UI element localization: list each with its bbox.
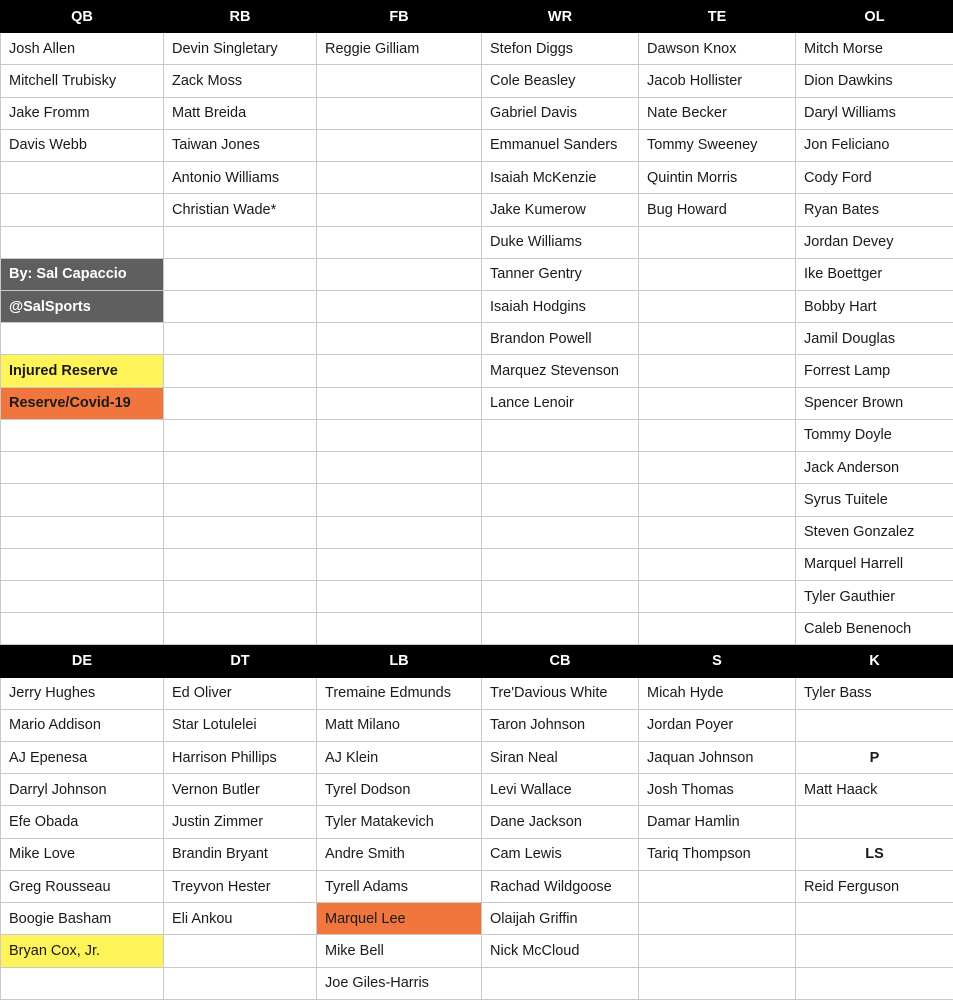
roster-cell-col-5[interactable]: [639, 516, 796, 548]
table-row: [1, 484, 953, 516]
roster-cell-col-1[interactable]: Efe Obada: [1, 806, 164, 838]
table-row: [1, 838, 953, 870]
roster-cell-col-1[interactable]: AJ Epenesa: [1, 742, 164, 774]
offense-position-header: OL: [796, 1, 953, 33]
roster-cell-col-2[interactable]: [164, 258, 317, 290]
roster-cell-col-4[interactable]: Tanner Gentry: [482, 258, 639, 290]
defense-position-header: K: [796, 645, 953, 677]
roster-cell-col-6[interactable]: [796, 967, 953, 999]
roster-cell-col-6[interactable]: Tommy Doyle: [796, 419, 953, 451]
table-row: [1, 516, 953, 548]
offense-position-header: FB: [317, 1, 482, 33]
roster-cell-col-6[interactable]: Marquel Harrell: [796, 548, 953, 580]
roster-cell-col-3[interactable]: [317, 65, 482, 97]
roster-cell-col-3[interactable]: AJ Klein: [317, 742, 482, 774]
roster-cell-col-1[interactable]: [1, 548, 164, 580]
roster-cell-col-3[interactable]: Tyrell Adams: [317, 870, 482, 902]
roster-cell-col-6[interactable]: Reid Ferguson: [796, 870, 953, 902]
roster-cell-col-4[interactable]: Duke Williams: [482, 226, 639, 258]
roster-cell-col-2[interactable]: [164, 355, 317, 387]
roster-cell-col-4[interactable]: Isaiah McKenzie: [482, 162, 639, 194]
roster-cell-col-1[interactable]: Greg Rousseau: [1, 870, 164, 902]
roster-cell-col-4[interactable]: [482, 548, 639, 580]
roster-cell-col-5[interactable]: [639, 355, 796, 387]
roster-cell-col-4[interactable]: Taron Johnson: [482, 709, 639, 741]
roster-cell-col-3[interactable]: [317, 194, 482, 226]
roster-cell-col-1[interactable]: Davis Webb: [1, 129, 164, 161]
roster-cell-col-1[interactable]: Jerry Hughes: [1, 677, 164, 709]
defense-header-row: [1, 645, 953, 677]
roster-cell-col-6[interactable]: Bobby Hart: [796, 290, 953, 322]
roster-cell-col-4[interactable]: Lance Lenoir: [482, 387, 639, 419]
table-row: [1, 870, 953, 902]
roster-cell-col-5[interactable]: Tommy Sweeney: [639, 129, 796, 161]
roster-cell-col-6[interactable]: Tyler Gauthier: [796, 580, 953, 612]
roster-cell-col-1[interactable]: Mike Love: [1, 838, 164, 870]
table-row: [1, 903, 953, 935]
roster-cell-col-5[interactable]: [639, 613, 796, 645]
offense-header-row: [1, 1, 953, 33]
roster-cell-col-1[interactable]: Reserve/Covid-19: [1, 387, 164, 419]
roster-cell-col-1[interactable]: Jake Fromm: [1, 97, 164, 129]
roster-cell-col-5[interactable]: [639, 323, 796, 355]
roster-cell-col-4[interactable]: [482, 613, 639, 645]
roster-cell-col-4[interactable]: [482, 484, 639, 516]
roster-cell-col-1[interactable]: Bryan Cox, Jr.: [1, 935, 164, 967]
roster-cell-col-6[interactable]: [796, 806, 953, 838]
roster-cell-col-2[interactable]: Justin Zimmer: [164, 806, 317, 838]
roster-cell-col-3[interactable]: [317, 162, 482, 194]
roster-cell-col-4[interactable]: Jake Kumerow: [482, 194, 639, 226]
roster-cell-col-3[interactable]: Reggie Gilliam: [317, 33, 482, 65]
roster-cell-col-1[interactable]: [1, 162, 164, 194]
roster-cell-col-1[interactable]: Mario Addison: [1, 709, 164, 741]
roster-cell-col-2[interactable]: [164, 935, 317, 967]
table-row: [1, 355, 953, 387]
roster-cell-col-4[interactable]: Cole Beasley: [482, 65, 639, 97]
roster-cell-col-1[interactable]: By: Sal Capaccio: [1, 258, 164, 290]
offense-position-header: RB: [164, 1, 317, 33]
roster-cell-col-5[interactable]: Tariq Thompson: [639, 838, 796, 870]
defense-position-header: LB: [317, 645, 482, 677]
roster-cell-col-4[interactable]: Gabriel Davis: [482, 97, 639, 129]
roster-cell-col-6[interactable]: Daryl Williams: [796, 97, 953, 129]
roster-cell-col-4[interactable]: Brandon Powell: [482, 323, 639, 355]
roster-cell-col-3[interactable]: [317, 226, 482, 258]
roster-cell-col-5[interactable]: Nate Becker: [639, 97, 796, 129]
roster-cell-col-4[interactable]: [482, 419, 639, 451]
roster-cell-col-5[interactable]: Micah Hyde: [639, 677, 796, 709]
roster-cell-col-3[interactable]: [317, 355, 482, 387]
defense-position-header: CB: [482, 645, 639, 677]
roster-cell-col-5[interactable]: [639, 903, 796, 935]
roster-cell-col-5[interactable]: [639, 548, 796, 580]
table-row: [1, 258, 953, 290]
roster-cell-col-2[interactable]: Brandin Bryant: [164, 838, 317, 870]
table-row: [1, 967, 953, 999]
table-row: [1, 742, 953, 774]
roster-cell-col-2[interactable]: [164, 580, 317, 612]
roster-cell-col-1[interactable]: [1, 516, 164, 548]
offense-position-header: QB: [1, 1, 164, 33]
table-row: [1, 677, 953, 709]
roster-cell-col-1[interactable]: [1, 194, 164, 226]
roster-cell-col-3[interactable]: [317, 97, 482, 129]
roster-cell-col-2[interactable]: Devin Singletary: [164, 33, 317, 65]
roster-cell-col-1[interactable]: [1, 580, 164, 612]
roster-cell-col-2[interactable]: [164, 290, 317, 322]
roster-cell-col-3[interactable]: [317, 580, 482, 612]
roster-cell-col-3[interactable]: Mike Bell: [317, 935, 482, 967]
roster-cell-col-6[interactable]: Forrest Lamp: [796, 355, 953, 387]
table-row: [1, 33, 953, 65]
roster-cell-col-4[interactable]: [482, 580, 639, 612]
roster-cell-col-6[interactable]: Ryan Bates: [796, 194, 953, 226]
roster-cell-col-2[interactable]: Zack Moss: [164, 65, 317, 97]
roster-cell-col-3[interactable]: Marquel Lee: [317, 903, 482, 935]
roster-cell-col-2[interactable]: [164, 967, 317, 999]
table-row: [1, 548, 953, 580]
roster-cell-col-3[interactable]: Matt Milano: [317, 709, 482, 741]
roster-cell-col-1[interactable]: @SalSports: [1, 290, 164, 322]
roster-cell-col-6[interactable]: Steven Gonzalez: [796, 516, 953, 548]
roster-cell-col-3[interactable]: [317, 516, 482, 548]
roster-cell-col-5[interactable]: Jaquan Johnson: [639, 742, 796, 774]
roster-cell-col-2[interactable]: Ed Oliver: [164, 677, 317, 709]
table-row: [1, 806, 953, 838]
roster-cell-col-5[interactable]: Jacob Hollister: [639, 65, 796, 97]
roster-cell-col-3[interactable]: Tyler Matakevich: [317, 806, 482, 838]
roster-cell-col-3[interactable]: Tremaine Edmunds: [317, 677, 482, 709]
table-row: [1, 613, 953, 645]
table-row: [1, 387, 953, 419]
roster-cell-col-2[interactable]: [164, 516, 317, 548]
roster-cell-col-4[interactable]: Cam Lewis: [482, 838, 639, 870]
roster-cell-col-6[interactable]: [796, 903, 953, 935]
table-row: [1, 419, 953, 451]
roster-cell-col-5[interactable]: [639, 870, 796, 902]
roster-cell-col-5[interactable]: [639, 452, 796, 484]
roster-cell-col-5[interactable]: Josh Thomas: [639, 774, 796, 806]
roster-cell-col-5[interactable]: [639, 387, 796, 419]
defense-position-header: S: [639, 645, 796, 677]
roster-cell-col-2[interactable]: [164, 419, 317, 451]
roster-cell-col-1[interactable]: Darryl Johnson: [1, 774, 164, 806]
roster-cell-col-6[interactable]: Spencer Brown: [796, 387, 953, 419]
roster-cell-col-2[interactable]: [164, 323, 317, 355]
roster-cell-col-5[interactable]: Dawson Knox: [639, 33, 796, 65]
roster-cell-col-3[interactable]: [317, 387, 482, 419]
roster-cell-col-6[interactable]: LS: [796, 838, 953, 870]
roster-cell-col-6[interactable]: Caleb Benenoch: [796, 613, 953, 645]
roster-cell-col-2[interactable]: [164, 613, 317, 645]
roster-cell-col-3[interactable]: [317, 484, 482, 516]
roster-cell-col-6[interactable]: Mitch Morse: [796, 33, 953, 65]
table-row: [1, 452, 953, 484]
roster-cell-col-4[interactable]: [482, 967, 639, 999]
roster-cell-col-5[interactable]: Quintin Morris: [639, 162, 796, 194]
roster-cell-col-2[interactable]: [164, 226, 317, 258]
offense-position-header: TE: [639, 1, 796, 33]
roster-cell-col-4[interactable]: [482, 516, 639, 548]
roster-cell-col-1[interactable]: [1, 484, 164, 516]
roster-cell-col-2[interactable]: Harrison Phillips: [164, 742, 317, 774]
table-row: [1, 323, 953, 355]
roster-cell-col-3[interactable]: [317, 258, 482, 290]
roster-cell-col-2[interactable]: Christian Wade*: [164, 194, 317, 226]
roster-cell-col-3[interactable]: [317, 452, 482, 484]
roster-cell-col-6[interactable]: Syrus Tuitele: [796, 484, 953, 516]
roster-cell-col-5[interactable]: [639, 290, 796, 322]
table-row: [1, 162, 953, 194]
roster-cell-col-5[interactable]: Damar Hamlin: [639, 806, 796, 838]
roster-cell-col-1[interactable]: [1, 613, 164, 645]
roster-cell-col-2[interactable]: Star Lotulelei: [164, 709, 317, 741]
roster-cell-col-5[interactable]: [639, 226, 796, 258]
roster-cell-col-3[interactable]: Tyrel Dodson: [317, 774, 482, 806]
roster-cell-col-3[interactable]: [317, 419, 482, 451]
roster-cell-col-2[interactable]: Matt Breida: [164, 97, 317, 129]
roster-cell-col-3[interactable]: [317, 548, 482, 580]
table-row: [1, 935, 953, 967]
roster-cell-col-2[interactable]: Antonio Williams: [164, 162, 317, 194]
roster-cell-col-6[interactable]: Cody Ford: [796, 162, 953, 194]
roster-cell-col-1[interactable]: Josh Allen: [1, 33, 164, 65]
table-row: [1, 226, 953, 258]
roster-cell-col-4[interactable]: Levi Wallace: [482, 774, 639, 806]
roster-cell-col-3[interactable]: Andre Smith: [317, 838, 482, 870]
table-row: [1, 290, 953, 322]
table-row: [1, 97, 953, 129]
roster-cell-col-1[interactable]: Injured Reserve: [1, 355, 164, 387]
roster-cell-col-5[interactable]: [639, 967, 796, 999]
roster-cell-col-4[interactable]: Nick McCloud: [482, 935, 639, 967]
roster-cell-col-4[interactable]: Rachad Wildgoose: [482, 870, 639, 902]
offense-position-header: WR: [482, 1, 639, 33]
roster-cell-col-5[interactable]: [639, 580, 796, 612]
table-row: [1, 774, 953, 806]
roster-cell-col-4[interactable]: Tre'Davious White: [482, 677, 639, 709]
roster-cell-col-2[interactable]: [164, 548, 317, 580]
roster-cell-col-6[interactable]: [796, 935, 953, 967]
roster-cell-col-2[interactable]: [164, 387, 317, 419]
roster-cell-col-2[interactable]: Vernon Butler: [164, 774, 317, 806]
table-row: [1, 129, 953, 161]
roster-cell-col-2[interactable]: [164, 484, 317, 516]
roster-cell-col-1[interactable]: [1, 419, 164, 451]
roster-cell-col-2[interactable]: Treyvon Hester: [164, 870, 317, 902]
roster-cell-col-3[interactable]: [317, 323, 482, 355]
roster-cell-col-2[interactable]: Taiwan Jones: [164, 129, 317, 161]
roster-cell-col-3[interactable]: [317, 613, 482, 645]
table-row: [1, 709, 953, 741]
roster-cell-col-4[interactable]: Stefon Diggs: [482, 33, 639, 65]
defense-position-header: DT: [164, 645, 317, 677]
roster-cell-col-1[interactable]: [1, 323, 164, 355]
roster-cell-col-1[interactable]: Boogie Basham: [1, 903, 164, 935]
roster-cell-col-4[interactable]: Marquez Stevenson: [482, 355, 639, 387]
roster-cell-col-4[interactable]: Dane Jackson: [482, 806, 639, 838]
roster-cell-col-6[interactable]: Matt Haack: [796, 774, 953, 806]
roster-cell-col-6[interactable]: Jack Anderson: [796, 452, 953, 484]
roster-cell-col-4[interactable]: Olaijah Griffin: [482, 903, 639, 935]
roster-cell-col-5[interactable]: Jordan Poyer: [639, 709, 796, 741]
roster-cell-col-6[interactable]: P: [796, 742, 953, 774]
roster-cell-col-1[interactable]: [1, 452, 164, 484]
roster-cell-col-6[interactable]: Jordan Devey: [796, 226, 953, 258]
roster-cell-col-3[interactable]: Joe Giles-Harris: [317, 967, 482, 999]
roster-cell-col-5[interactable]: [639, 935, 796, 967]
roster-cell-col-6[interactable]: Tyler Bass: [796, 677, 953, 709]
roster-cell-col-3[interactable]: [317, 129, 482, 161]
roster-cell-col-6[interactable]: Jon Feliciano: [796, 129, 953, 161]
roster-cell-col-3[interactable]: [317, 290, 482, 322]
roster-cell-col-6[interactable]: Ike Boettger: [796, 258, 953, 290]
roster-cell-col-6[interactable]: [796, 709, 953, 741]
roster-cell-col-1[interactable]: Mitchell Trubisky: [1, 65, 164, 97]
roster-cell-col-6[interactable]: Jamil Douglas: [796, 323, 953, 355]
roster-cell-col-6[interactable]: Dion Dawkins: [796, 65, 953, 97]
table-row: [1, 194, 953, 226]
table-row: [1, 580, 953, 612]
roster-cell-col-4[interactable]: Siran Neal: [482, 742, 639, 774]
roster-cell-col-2[interactable]: Eli Ankou: [164, 903, 317, 935]
depth-chart-body: [1, 1, 953, 1000]
table-row: [1, 65, 953, 97]
roster-cell-col-2[interactable]: [164, 452, 317, 484]
roster-cell-col-4[interactable]: [482, 452, 639, 484]
roster-cell-col-5[interactable]: Bug Howard: [639, 194, 796, 226]
roster-cell-col-1[interactable]: [1, 967, 164, 999]
roster-cell-col-5[interactable]: [639, 419, 796, 451]
roster-cell-col-5[interactable]: [639, 484, 796, 516]
defense-position-header: DE: [1, 645, 164, 677]
roster-cell-col-4[interactable]: Emmanuel Sanders: [482, 129, 639, 161]
roster-cell-col-5[interactable]: [639, 258, 796, 290]
roster-cell-col-1[interactable]: [1, 226, 164, 258]
roster-cell-col-4[interactable]: Isaiah Hodgins: [482, 290, 639, 322]
